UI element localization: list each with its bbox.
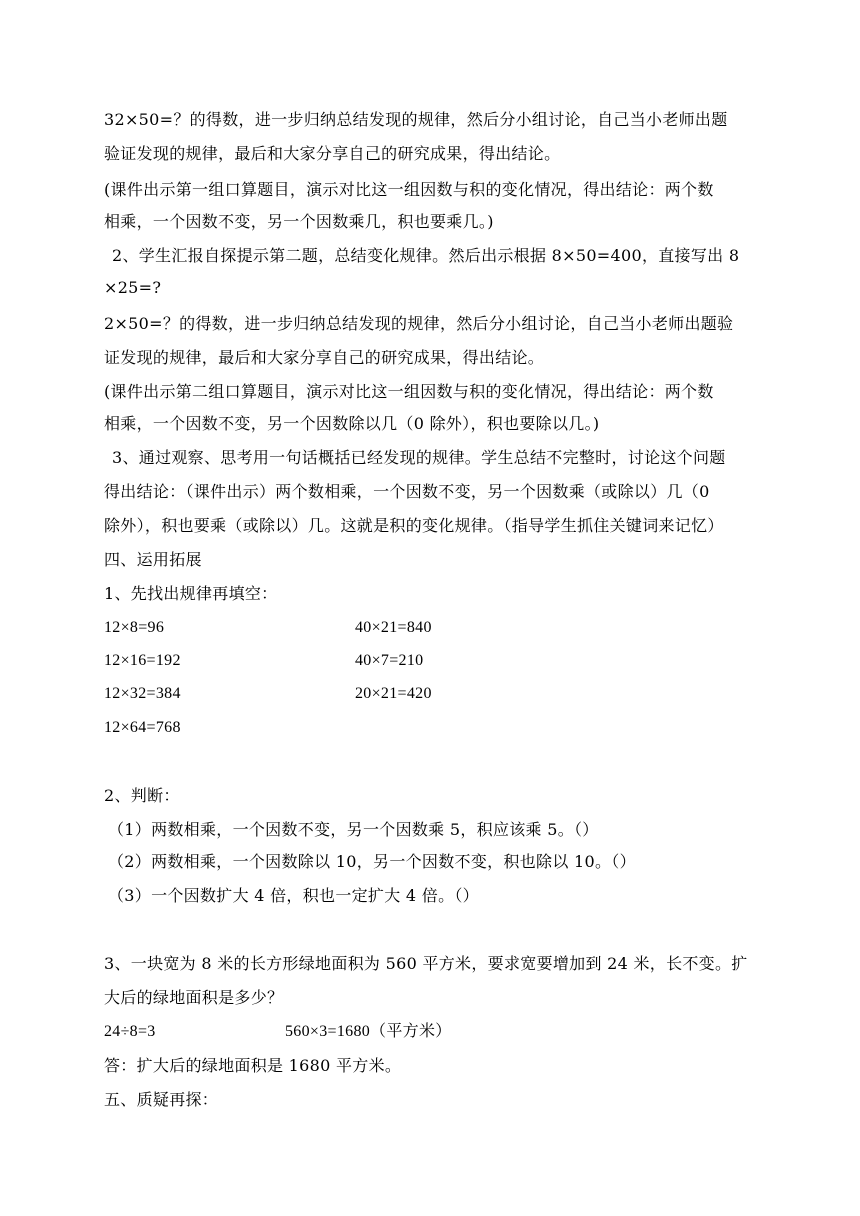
exercise-title: 1、先找出规律再填空： — [104, 584, 278, 603]
paragraph-line: 32×50=？的得数，进一步归纳总结发现的规律，然后分小组讨论，自己当小老师出题 — [104, 110, 728, 129]
note-line: (课件出示第二组口算题目，演示对比这一组因数与积的变化情况，得出结论：两个数 — [104, 382, 714, 401]
equation: 40×21=840 — [355, 619, 432, 636]
paragraph-line: 验证发现的规律，最后和大家分享自己的研究成果，得出结论。 — [104, 144, 561, 163]
judgement-item: （1）两数相乘，一个因数不变，另一个因数乘 5，积应该乘 5。（） — [108, 820, 599, 839]
answer-line: 答：扩大后的绿地面积是 1680 平方米。 — [104, 1056, 402, 1075]
paragraph-line: 2×50=？的得数，进一步归纳总结发现的规律，然后分小组讨论，自己当小老师出题验 — [104, 314, 734, 333]
section-heading: 四、运用拓展 — [104, 550, 202, 569]
note-line: (课件出示第一组口算题目，演示对比这一组因数与积的变化情况，得出结论：两个数 — [104, 180, 714, 199]
judgement-item: （3）一个因数扩大 4 倍，积也一定扩大 4 倍。（） — [108, 886, 479, 905]
note-line: 相乘，一个因数不变，另一个因数除以几（0 除外），积也要除以几。) — [104, 414, 600, 433]
judgement-item: （2）两数相乘，一个因数除以 10，另一个因数不变，积也除以 10。（） — [108, 852, 636, 871]
equation: 40×7=210 — [355, 652, 424, 669]
section-heading: 五、质疑再探： — [104, 1090, 219, 1109]
equation: 12×8=96 — [104, 619, 165, 636]
equation: 12×16=192 — [104, 652, 181, 669]
calculation: 560×3=1680（平方米） — [285, 1023, 452, 1040]
word-problem-line: 3、一块宽为 8 米的长方形绿地面积为 560 平方米，要求宽要增加到 24 米，长不变。扩 — [104, 954, 748, 973]
list-item-line: 得出结论：（课件出示）两个数相乘，一个因数不变，另一个因数乘（或除以）几（0 — [104, 482, 710, 501]
list-item-line: 2、学生汇报自探提示第二题，总结变化规律。然后出示根据 8×50=400，直接写出 8 — [112, 246, 740, 265]
calculation: 24÷8=3 — [104, 1023, 156, 1040]
list-item-line: 3、通过观察、思考用一句话概括已经发现的规律。学生总结不完整时，讨论这个问题 — [112, 448, 726, 467]
list-item-line: ×25=? — [104, 278, 162, 297]
equation: 12×64=768 — [104, 719, 181, 736]
word-problem-line: 大后的绿地面积是多少？ — [104, 988, 284, 1007]
note-line: 相乘，一个因数不变，另一个因数乘几，积也要乘几。) — [104, 212, 494, 231]
exercise-title: 2、判断： — [104, 786, 180, 805]
equation: 12×32=384 — [104, 685, 181, 702]
equation: 20×21=420 — [355, 685, 432, 702]
list-item-line: 除外），积也要乘（或除以）几。这就是积的变化规律。（指导学生抓住关键词来记忆） — [104, 516, 724, 535]
paragraph-line: 证发现的规律，最后和大家分享自己的研究成果，得出结论。 — [104, 348, 545, 367]
